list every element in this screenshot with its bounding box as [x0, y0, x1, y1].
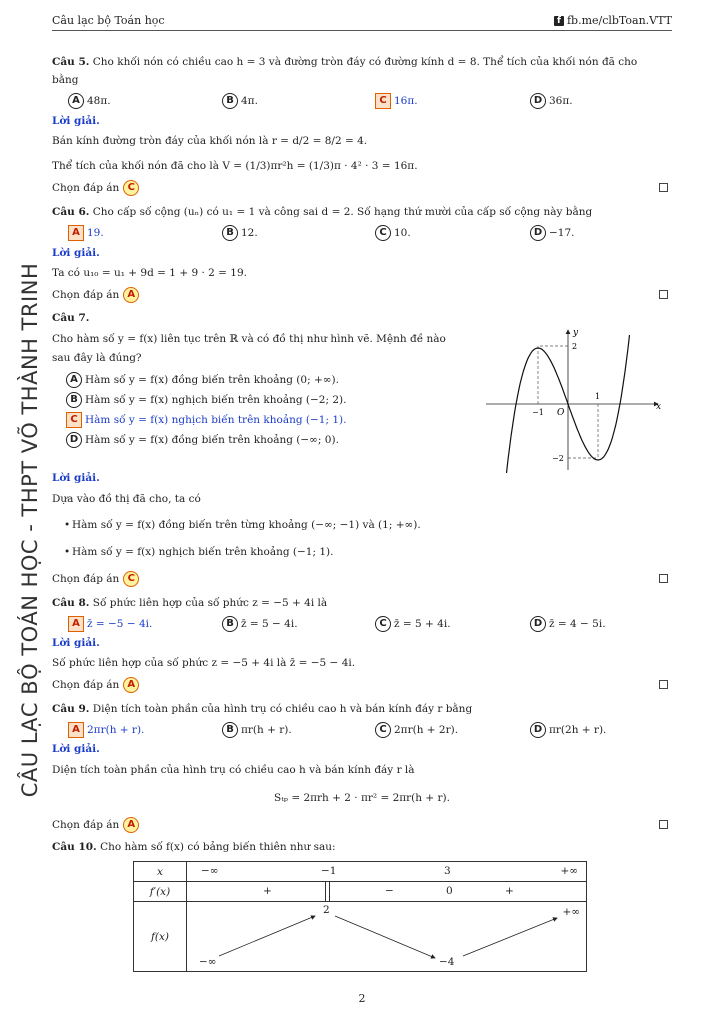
q9-option-c[interactable] [375, 722, 458, 738]
q8-solution-line1: Số phức liên hợp của số phức z = −5 + 4i là z̄ = −5 − 4i. [52, 657, 356, 669]
option-text: 19. [87, 227, 104, 239]
tick-label-minus-1: −1 [532, 408, 544, 417]
option-letter-correct: A [68, 225, 84, 241]
option-text: Hàm số y = f(x) nghịch biến trên khoảng (−2; 2). [85, 394, 347, 406]
arrow-up [463, 918, 557, 956]
q6-choose-answer [52, 287, 139, 303]
tick-label-minus-2: −2 [552, 454, 564, 463]
variation-arrows [187, 902, 587, 972]
origin-label: O [557, 408, 565, 418]
answer-badge: C [123, 180, 139, 196]
tick-label-1: 1 [595, 392, 601, 401]
q5-option-a[interactable] [68, 93, 111, 109]
q5-text2: bằng [52, 74, 79, 86]
undefined-double-bar [325, 881, 330, 902]
sign-plus: + [263, 885, 272, 897]
option-text: 4π. [241, 95, 258, 107]
option-text: πr(h + r). [241, 724, 292, 736]
option-letter: B [222, 722, 238, 738]
q6-solution-line1: Ta có u₁₀ = u₁ + 9d = 1 + 9 · 2 = 19. [52, 267, 247, 279]
option-letter: D [66, 432, 82, 448]
choose-text: Chọn đáp án [52, 573, 120, 585]
row-header-derivative: f′(x) [134, 882, 187, 902]
q10-label: Câu 10. [52, 841, 97, 853]
q9-solution-label: Lời giải. [52, 743, 100, 755]
q8-solution-label: Lời giải. [52, 637, 100, 649]
option-letter-correct: A [68, 616, 84, 632]
q5-stem-line1 [52, 56, 637, 68]
row-header-x: x [134, 862, 187, 882]
answer-badge: A [123, 677, 139, 693]
f-value: +∞ [562, 906, 580, 918]
q8-choose-answer [52, 677, 139, 693]
x-value: −∞ [201, 865, 219, 877]
q9-label: Câu 9. [52, 703, 90, 715]
option-text: Hàm số y = f(x) đồng biến trên khoảng (−∞; 0). [85, 434, 339, 446]
header-fb-text: fb.me/clbToan.VTT [566, 14, 672, 27]
facebook-icon: f [554, 16, 564, 26]
zero-mark: 0 [446, 885, 453, 897]
option-text: 2πr(h + 2r). [394, 724, 459, 736]
q5-solution-line1: Bán kính đường tròn đáy của khối nón là r = d/2 = 8/2 = 4. [52, 135, 368, 147]
q9-option-d[interactable] [530, 722, 606, 738]
header-club-name: Câu lạc bộ Toán học [52, 14, 165, 27]
q7-solution-label: Lời giải. [52, 472, 100, 484]
arrow-up [219, 916, 315, 956]
q7-option-a[interactable] [66, 372, 339, 388]
choose-text: Chọn đáp án [52, 679, 120, 691]
q7-option-c[interactable] [66, 412, 346, 428]
q10-stem [52, 841, 336, 853]
q7-option-b[interactable] [66, 392, 346, 408]
q6-option-b[interactable] [222, 225, 258, 241]
option-text: 48π. [87, 95, 111, 107]
header-divider [52, 30, 672, 31]
q7-bullet-1: • Hàm số y = f(x) đồng biến trên từng khoảng (−∞; −1) và (1; +∞). [72, 519, 421, 531]
f-value: −4 [439, 956, 455, 968]
q10-text: Cho hàm số f(x) có bảng biến thiên như sau: [100, 841, 336, 853]
option-text: Hàm số y = f(x) nghịch biến trên khoảng (−1; 1). [85, 414, 347, 426]
q5-label: Câu 5. [52, 56, 90, 68]
q6-label: Câu 6. [52, 206, 90, 218]
y-axis-label: y [573, 328, 579, 338]
q8-stem [52, 597, 327, 609]
q9-text: Diện tích toàn phần của hình trụ có chiều cao h và bán kính đáy r bằng [92, 703, 473, 715]
option-text: πr(2h + r). [549, 724, 607, 736]
option-letter: D [530, 225, 546, 241]
q5-solution-line2: Thể tích của khối nón đã cho là V = (1/3)πr²h = (1/3)π · 4² · 3 = 16π. [52, 160, 418, 172]
x-value: −1 [321, 865, 337, 877]
option-letter: D [530, 722, 546, 738]
option-letter-correct: A [68, 722, 84, 738]
x-value: +∞ [560, 865, 578, 877]
q9-formula: Sₜₚ = 2πrh + 2 · πr² = 2πr(h + r). [274, 792, 450, 804]
q5-option-b[interactable] [222, 93, 258, 109]
option-letter: C [375, 616, 391, 632]
q5-choose-answer [52, 180, 139, 196]
q8-label: Câu 8. [52, 597, 90, 609]
x-axis-label: x [656, 402, 662, 412]
q7-text2: sau đây là đúng? [52, 352, 142, 364]
q7-label: Câu 7. [52, 312, 90, 324]
option-text: z̄ = 4 − 5i. [549, 618, 606, 630]
q6-option-a[interactable] [68, 225, 104, 241]
option-letter: C [375, 722, 391, 738]
option-letter: B [222, 93, 238, 109]
q8-option-b[interactable] [222, 616, 298, 632]
q9-option-a[interactable] [68, 722, 144, 738]
option-letter-correct: C [375, 93, 391, 109]
sidebar-watermark [0, 230, 46, 830]
option-letter: B [222, 225, 238, 241]
page-number: 2 [358, 992, 366, 1005]
option-text: −17. [549, 227, 575, 239]
option-text: 36π. [549, 95, 573, 107]
qed-box [659, 680, 668, 689]
x-value: 3 [444, 865, 451, 877]
option-letter: A [68, 93, 84, 109]
q9-solution-line1: Diện tích toàn phần của hình trụ có chiều cao h và bán kính đáy r là [52, 764, 415, 776]
q6-option-c[interactable] [375, 225, 411, 241]
tick-label-2: 2 [572, 342, 578, 351]
q8-option-c[interactable] [375, 616, 451, 632]
derivative-row [187, 882, 587, 902]
option-text: z̄ = 5 − 4i. [241, 618, 298, 630]
option-letter: C [375, 225, 391, 241]
q7-bullet-2: • Hàm số y = f(x) nghịch biến trên khoảng (−1; 1). [72, 546, 333, 558]
variation-table [133, 861, 587, 972]
option-letter: D [530, 616, 546, 632]
q7-graph [482, 324, 672, 474]
qed-box [659, 820, 668, 829]
q9-choose-answer [52, 817, 139, 833]
arrow-down [335, 916, 435, 958]
q8-option-d[interactable] [530, 616, 606, 632]
q6-text: Cho cấp số cộng (uₙ) có u₁ = 1 và công sai d = 2. Số hạng thứ mười của cấp số cộng này bằng [92, 206, 593, 218]
option-letter: B [222, 616, 238, 632]
f-value: −∞ [199, 956, 217, 968]
option-text: 10. [394, 227, 411, 239]
q9-option-b[interactable] [222, 722, 292, 738]
q8-text: Số phức liên hợp của số phức z = −5 + 4i là [92, 597, 328, 609]
q6-solution-label: Lời giải. [52, 247, 100, 259]
sidebar-text: CÂU LẠC BỘ TOÁN HỌC - THPT VÕ THÀNH TRINH [18, 262, 42, 798]
choose-text: Chọn đáp án [52, 289, 120, 301]
q7-text1: Cho hàm số y = f(x) liên tục trên ℝ và có đồ thị như hình vẽ. Mệnh đề nào [52, 333, 446, 345]
q5-option-d[interactable] [530, 93, 573, 109]
option-text: z̄ = −5 − 4i. [87, 618, 153, 630]
q7-option-d[interactable] [66, 432, 339, 448]
q9-stem [52, 703, 472, 715]
answer-badge: A [123, 287, 139, 303]
option-letter: B [66, 392, 82, 408]
f-value: 2 [323, 904, 330, 916]
q6-option-d[interactable] [530, 225, 575, 241]
q6-stem [52, 206, 592, 218]
qed-box [659, 290, 668, 299]
q8-option-a[interactable] [68, 616, 152, 632]
option-letter: D [530, 93, 546, 109]
answer-badge: C [123, 571, 139, 587]
q7-choose-answer [52, 571, 139, 587]
sign-minus: − [385, 885, 394, 897]
row-header-f: f(x) [134, 902, 187, 972]
qed-box [659, 183, 668, 192]
option-text: 16π. [394, 95, 418, 107]
option-text: z̄ = 5 + 4i. [394, 618, 451, 630]
sign-plus: + [505, 885, 514, 897]
option-text: Hàm số y = f(x) đồng biến trên khoảng (0; +∞). [85, 374, 339, 386]
q5-text1: Cho khối nón có chiều cao h = 3 và đường tròn đáy có đường kính d = 8. Thể tích của khối nón đã cho [92, 56, 638, 68]
choose-text: Chọn đáp án [52, 819, 120, 831]
q7-solution-line1: Dựa vào đồ thị đã cho, ta có [52, 493, 201, 505]
answer-badge: A [123, 817, 139, 833]
f-variation-row [187, 902, 587, 972]
option-text: 2πr(h + r). [87, 724, 145, 736]
q5-solution-label: Lời giải. [52, 115, 100, 127]
qed-box [659, 574, 668, 583]
header-fb-link[interactable] [554, 14, 672, 27]
choose-text: Chọn đáp án [52, 182, 120, 194]
q5-option-c[interactable] [375, 93, 418, 109]
x-values-row [187, 862, 587, 882]
option-letter-correct: C [66, 412, 82, 428]
option-letter: A [66, 372, 82, 388]
option-text: 12. [241, 227, 258, 239]
